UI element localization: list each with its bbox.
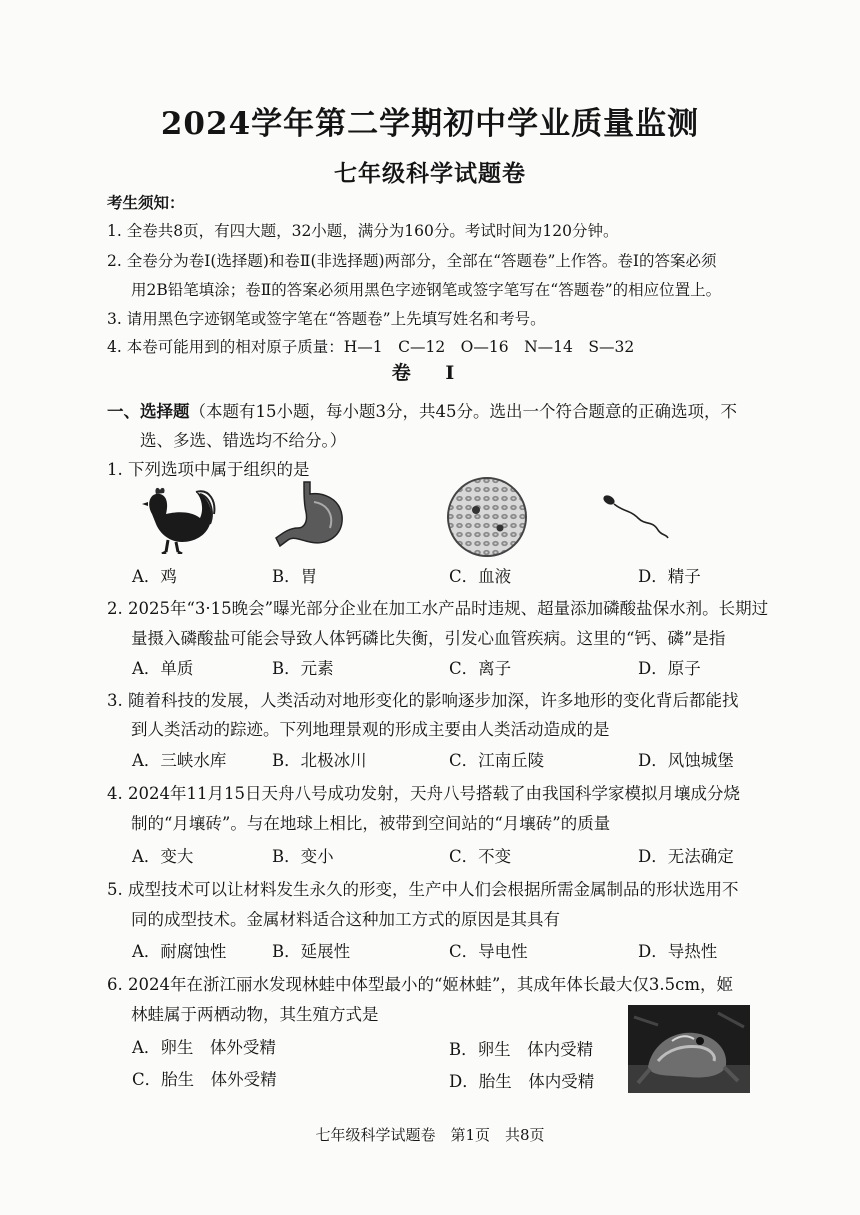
- question-6-stem-2: 林蛙属于两栖动物，其生殖方式是: [131, 1005, 379, 1024]
- notice-heading: 考生须知：: [107, 193, 185, 212]
- section-heading-cont: 选、多选、错选均不给分。）: [140, 431, 347, 450]
- question-4-stem-1: 4. 2024年11月15日天舟八号成功发射，天舟八号搭载了由我国科学家模拟月壤成分烧: [107, 784, 740, 803]
- rooster-icon: [138, 484, 218, 554]
- question-6-option-c: C．胎生 体外受精: [132, 1070, 277, 1089]
- notice-item-2-cont: 用2B铅笔填涂；卷Ⅱ的答案必须用黑色字迹钢笔或签字笔写在“答题卷”的相应位置上。: [131, 281, 722, 299]
- notice-item-4: 4. 本卷可能用到的相对原子质量：H—1 C—12 O—16 N—14 S—32: [107, 338, 635, 356]
- question-5-option-d: D．导热性: [638, 942, 718, 961]
- question-2-stem-1: 2. 2025年“3·15晚会”曝光部分企业在加工水产品时违规、超量添加磷酸盐保水剂。长期过: [107, 599, 769, 618]
- question-4-stem-2: 制的“月壤砖”。与在地球上相比，被带到空间站的“月壤砖”的质量: [131, 814, 611, 833]
- question-5-option-a: A．耐腐蚀性: [132, 942, 227, 961]
- question-2-stem-2: 量摄入磷酸盐可能会导致人体钙磷比失衡，引发心血管疾病。这里的“钙、磷”是指: [131, 629, 726, 648]
- notice-item-2: 2. 全卷分为卷Ⅰ(选择题)和卷Ⅱ(非选择题)两部分，全部在“答题卷”上作答。卷Ⅰ的答案必须: [107, 252, 717, 270]
- question-3-stem-1: 3. 随着科技的发展，人类活动对地形变化的影响逐步加深，许多地形的变化背后都能找: [107, 691, 739, 710]
- page-footer: 七年级科学试题卷 第1页 共8页: [315, 1126, 545, 1144]
- question-6-option-d: D．胎生 体内受精: [449, 1072, 595, 1091]
- question-5-stem-1: 5. 成型技术可以让材料发生永久的形变，生产中人们会根据所需金属制品的形状选用不: [107, 880, 739, 899]
- section-heading-text: （本题有15小题，每小题3分，共45分。选出一个符合题意的正确选项，不: [189, 402, 737, 421]
- question-1-option-c: C．血液: [449, 567, 512, 586]
- question-1-option-a: A．鸡: [132, 567, 177, 586]
- question-5-option-c: C．导电性: [449, 942, 528, 961]
- notice-item-1: 1. 全卷共8页，有四大题，32小题，满分为160分。考试时间为120分钟。: [107, 222, 619, 240]
- frog-photo-icon: [628, 1005, 750, 1093]
- section-heading: [107, 398, 737, 422]
- question-2-option-c: C．离子: [449, 659, 512, 678]
- question-4-option-d: D．无法确定: [638, 847, 734, 866]
- question-4-option-b: B．变小: [272, 847, 334, 866]
- question-4-option-a: A．变大: [132, 847, 194, 866]
- question-2-option-d: D．原子: [638, 659, 701, 678]
- question-6-option-a: A．卵生 体外受精: [132, 1038, 276, 1057]
- question-5-option-b: B．延展性: [272, 942, 351, 961]
- question-6-stem-1: 6. 2024年在浙江丽水发现林蛙中体型最小的“姬林蛙”，其成年体长最大仅3.5cm，姬: [107, 975, 733, 994]
- question-3-option-c: C．江南丘陵: [449, 751, 545, 770]
- question-3-option-d: D．风蚀城堡: [638, 751, 734, 770]
- question-1-stem: 1. 下列选项中属于组织的是: [107, 460, 310, 479]
- section-heading-label: 一、选择题: [107, 402, 190, 421]
- question-3-stem-2: 到人类活动的踪迹。下列地理景观的形成主要由人类活动造成的是: [131, 720, 610, 739]
- question-2-option-a: A．单质: [132, 659, 194, 678]
- sperm-icon: [600, 490, 670, 540]
- question-3-option-b: B．北极冰川: [272, 751, 367, 770]
- stomach-icon: [274, 480, 349, 552]
- page-title: 2024学年第二学期初中学业质量监测: [160, 106, 700, 142]
- question-1-option-d: D．精子: [638, 567, 701, 586]
- notice-item-3: 3. 请用黑色字迹钢笔或签字笔在“答题卷”上先填写姓名和考号。: [107, 310, 546, 328]
- blood-smear-icon: [446, 476, 528, 558]
- question-1-option-b: B．胃: [272, 567, 318, 586]
- question-5-stem-2: 同的成型技术。金属材料适合这种加工方式的原因是其具有: [131, 910, 560, 929]
- question-3-option-a: A．三峡水库: [132, 751, 227, 770]
- question-4-option-c: C．不变: [449, 847, 512, 866]
- question-6-option-b: B．卵生 体内受精: [449, 1040, 594, 1059]
- volume-heading: 卷 Ⅰ: [391, 362, 469, 384]
- page-subtitle: 七年级科学试题卷: [334, 160, 526, 187]
- question-2-option-b: B．元素: [272, 659, 334, 678]
